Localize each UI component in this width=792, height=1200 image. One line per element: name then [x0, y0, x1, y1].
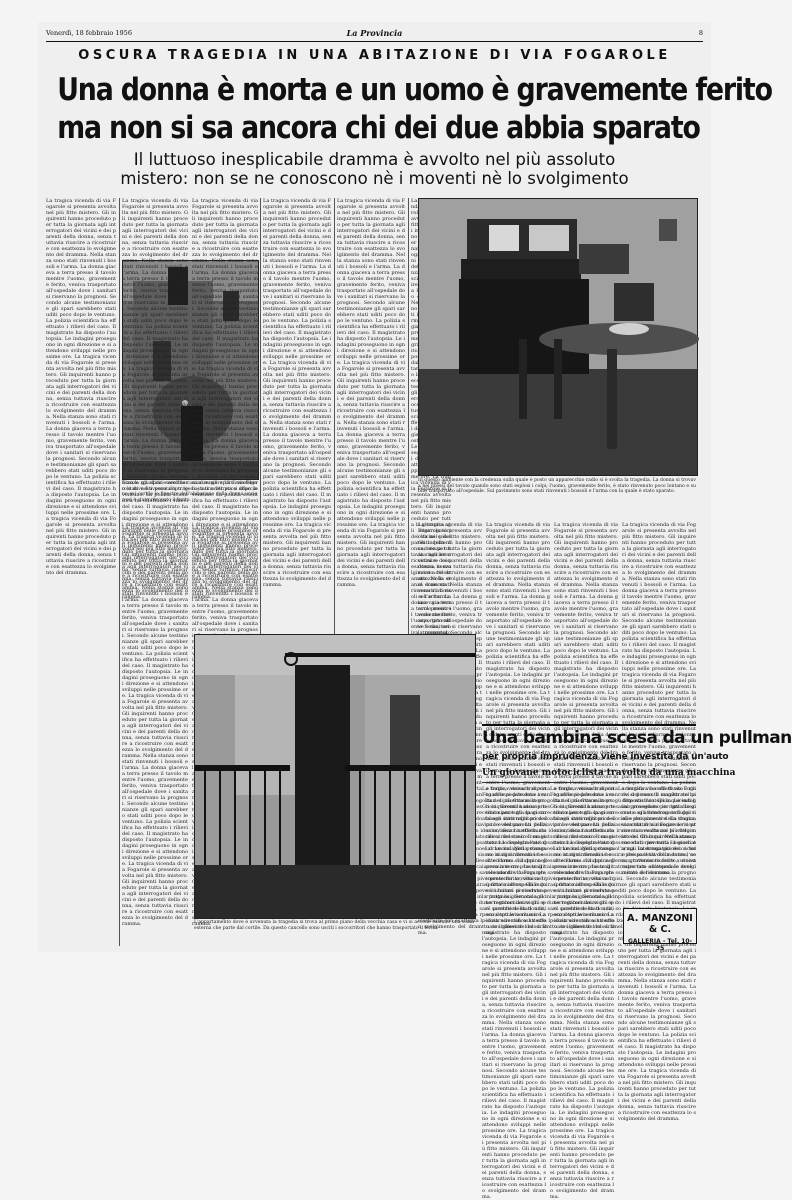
article-kicker: OSCURA TRAGEDIA IN UNA ABITAZIONE DI VIA FOGAROLE: [78, 48, 671, 63]
second-article-kicker: Un giovane motociclista travolto da una macchina: [482, 768, 736, 778]
second-article-divider: [482, 782, 696, 783]
headline-line-1: Una donna è morta e un uomo è gravemente ferito: [57, 72, 772, 108]
advertisement-name: A. MANZONI & C.: [627, 913, 693, 935]
body-text-column-9: [554, 522, 618, 742]
body-text-column-8: [486, 522, 550, 742]
body-text-column-3-upper: [192, 198, 258, 258]
masthead: [46, 27, 703, 42]
body-text-column-10: [622, 522, 696, 742]
photo-interior-room: [418, 198, 698, 476]
body-text-column-4: [263, 198, 331, 648]
body-text-column-2-upper: [122, 198, 188, 258]
courtyard-gate-image: [195, 635, 475, 918]
second-article-column-2: [550, 786, 614, 946]
photo-caption-interior: In questo ambiente con la credenza sulla quale è posto un apparecchio radio si è svolta la tragedia. La donna si trovava nei pressi del tavolo quando sono stati esplosi i colpi; l'uomo, gravemente ferito, è stato rinvenuto poco lontano e subito trasportato all'ospedale. Sul pavimento sono stati rinvenuti i bossoli e l'arma con la quale è stato sparato.: [418, 478, 696, 495]
second-article-column-3: [618, 786, 696, 906]
subheadline-line-2: mistero: non se ne conoscono nè i moventi nè lo svolgimento: [120, 169, 629, 188]
column-rule: [260, 198, 261, 648]
headline-line-2: ma non si sa ancora chi dei due abbia sparato: [57, 110, 700, 146]
newspaper-page: [38, 22, 792, 952]
body-text-column-7: [418, 522, 482, 648]
second-article-subheadline: per propria imprudenza viene investita da un'auto: [482, 752, 729, 762]
advertisement-box: [623, 908, 697, 952]
page-number: 8: [698, 29, 703, 37]
interior-room-image: [419, 199, 697, 475]
photo-courtyard-gate: [194, 634, 476, 919]
issue-date: Venerdì, 18 febbraio 1956: [46, 29, 132, 37]
second-article-top-rule: [482, 724, 696, 726]
second-article-column-1: [482, 786, 546, 946]
subheadline-line-1: Il luttuoso inesplicabile dramma è avvolto nel più assoluto: [133, 150, 616, 169]
advertisement-line: GALLERIA - Tel. 10-35: [627, 938, 693, 952]
column-rule: [119, 198, 120, 946]
column-rule: [408, 198, 409, 648]
photo-caption-gate: L'appartamento dove è avvenuta la tragedia si trova al primo piano della vecchia casa e vi si accede salendo una scala esterna che parte dal cortile. Da questo cancello sono usciti i soccorritori che hanno trasportato il ferito.: [194, 920, 474, 931]
column-rule: [334, 198, 335, 648]
second-article-headline: Una bambina scesa da un pullman: [482, 728, 792, 748]
body-text-column-1: [46, 198, 116, 946]
body-text-column-5: [337, 198, 405, 648]
photo-caption-building: Ecco la squallida e vecchia casa al numero 13 di via Fogarole dove è avvenuta la tragedia; a una vetrata si affacciano sui cortile le finestre dell'abitazione della donna uccisa ed è stato ritrovato il ferito.: [122, 481, 257, 503]
newspaper-name: La Provincia: [346, 28, 403, 38]
